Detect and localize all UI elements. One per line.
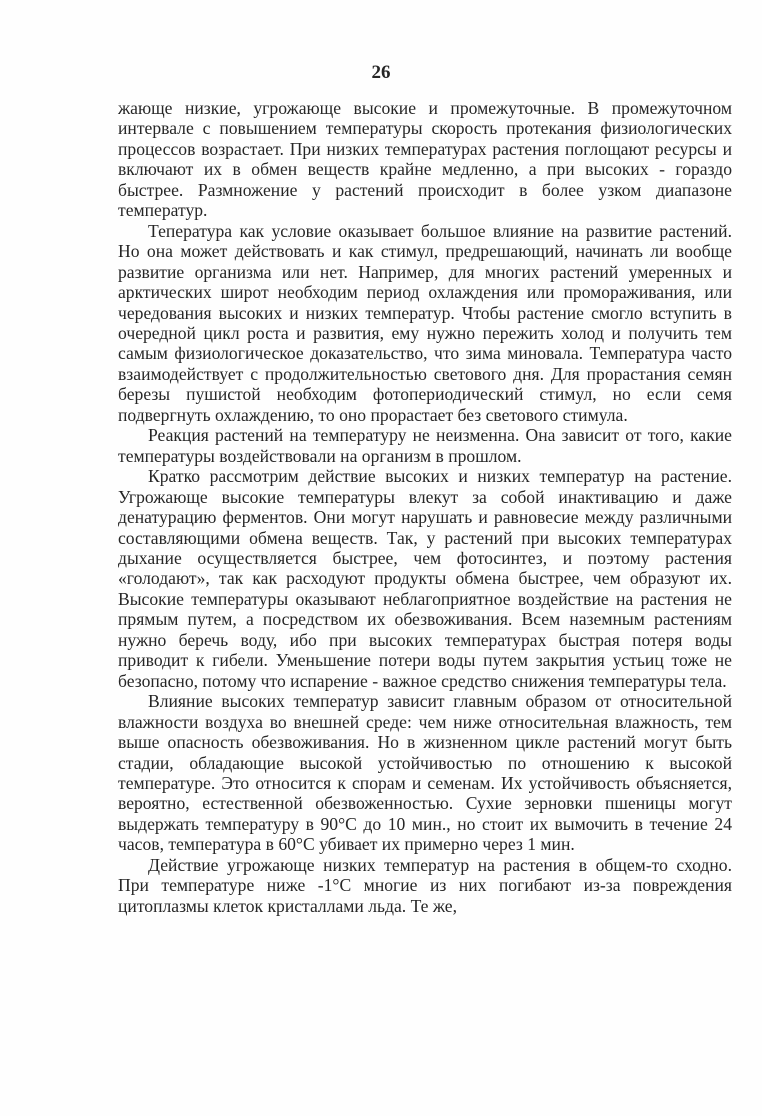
- page-number: 26: [371, 62, 391, 83]
- paragraph-4: Кратко рассмотрим действие высоких и низких температур на растение. Угрожающе высокие температуры влекут за собой инактивацию и даже денатурацию ферментов. Они могут нарушать и равновесие между различными составляющими обмена веществ. Так, у растений при высоких температурах дыхание осуществляется быстрее, чем фотосинтез, и поэтому растения «голодают», так как расходуют продукты обмена быстрее, чем образуют их. Высокие температуры оказывают неблагоприятное воздействие на растения не прямым путем, а посредством их обезвоживания. Всем наземным растениям нужно беречь воду, ибо при высоких температурах быстрая потеря воды приводит к гибели. Уменьшение потери воды путем закрытия устьиц тоже не безопасно, потому что испарение - важное средство снижения температуры тела.: [118, 466, 732, 691]
- paragraph-2: Тепература как условие оказывает большое влияние на развитие растений. Но она может действовать и как стимул, предрешающий, начинать ли вообще развитие организма или нет. Например, для многих растений умеренных и арктических широт необходим период охлаждения или промораживания, или чередования высоких и низких температур. Чтобы растение смогло вступить в очередной цикл роста и развития, ему нужно пережить холод и получить тем самым физиологическое доказательство, что зима миновала. Температура часто взаимодействует с продолжительностью светового дня. Для прорастания семян березы пушистой необходим фотопериодический стимул, но если семя подвергнуть охлаждению, то оно прорастает без светового стимула.: [118, 220, 732, 425]
- paragraph-1: жающе низкие, угрожающе высокие и промежуточные. В промежуточном интервале с повышением температуры скорость протекания физиологических процессов возрастает. При низких температурах растения поглощают ресурсы и включают их в обмен веществ крайне медленно, а при высоких - гораздо быстрее. Размножение у растений происходит в более узком диапазоне температур.: [118, 98, 732, 221]
- paragraph-6: Действие угрожающе низких температур на растения в общем-то сходно. При температуре ниже -1°С многие из них погибают из-за повреждения цитоплазмы клеток кристаллами льда. Те же,: [118, 854, 732, 916]
- paragraph-3: Реакция растений на температуру не неизменна. Она зависит от того, какие температуры воздействовали на организм в прошлом.: [118, 425, 732, 466]
- paragraph-5: Влияние высоких температур зависит главным образом от относительной влажности воздуха во внешней среде: чем ниже относительная влажность, тем выше опасность обезвоживания. Но в жизненном цикле растений могут быть стадии, обладающие высокой устойчивостью по отношению к высокой температуре. Это относится к спорам и семенам. Их устойчивость объясняется, вероятно, естественной обезвоженностью. Сухие зерновки пшеницы могут выдержать температуру в 90°С до 10 мин., но стоит их вымочить в течение 24 часов, температура в 60°С убивает их примерно через 1 мин.: [118, 691, 732, 855]
- text-body: [118, 98, 732, 916]
